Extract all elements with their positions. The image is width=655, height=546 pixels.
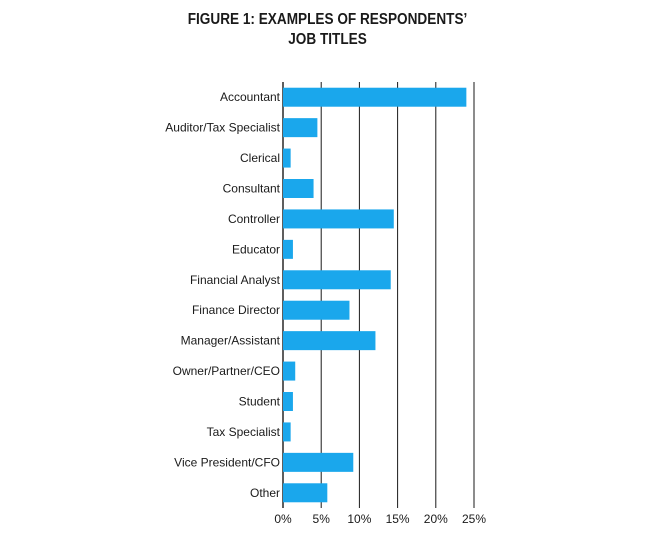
bar-4: [283, 209, 394, 228]
category-label-8: Manager/Assistant: [180, 333, 280, 348]
bar-8: [283, 331, 375, 350]
bar-5: [283, 240, 293, 259]
bar-9: [283, 362, 295, 381]
category-label-2: Clerical: [239, 151, 280, 166]
bar-3: [283, 179, 314, 198]
x-tick-label-15: 15%: [385, 512, 410, 526]
x-tick-labels: [274, 512, 486, 526]
category-label-1: Auditor/Tax Specialist: [165, 120, 280, 135]
category-label-4: Controller: [227, 211, 280, 226]
category-label-13: Other: [249, 485, 280, 500]
category-label-9: Owner/Partner/CEO: [172, 364, 280, 379]
category-label-11: Tax Specialist: [206, 424, 280, 439]
category-label-10: Student: [238, 394, 280, 409]
bar-10: [283, 392, 293, 411]
bar-6: [283, 270, 391, 289]
category-label-0: Accountant: [219, 90, 280, 105]
bar-12: [283, 453, 353, 472]
bar-7: [283, 301, 349, 320]
bar-13: [283, 483, 327, 502]
category-label-3: Consultant: [222, 181, 280, 196]
x-tick-label-20: 20%: [423, 512, 448, 526]
bar-0: [283, 88, 466, 107]
bar-1: [283, 118, 317, 137]
chart-title-line-2: JOB TITLES: [288, 31, 367, 48]
category-label-6: Financial Analyst: [189, 272, 280, 287]
x-tick-label-5: 5%: [312, 512, 330, 526]
bars: [283, 88, 466, 503]
bar-2: [283, 149, 291, 168]
category-label-7: Finance Director: [191, 303, 280, 318]
category-label-5: Educator: [231, 242, 280, 257]
x-tick-label-10: 10%: [347, 512, 372, 526]
bar-11: [283, 422, 291, 441]
x-tick-label-25: 25%: [461, 512, 487, 526]
category-labels: [165, 90, 280, 500]
x-tick-label-0: 0%: [274, 512, 292, 526]
category-label-12: Vice President/CFO: [174, 455, 280, 470]
grid-lines: [283, 82, 474, 508]
chart-title-line-1: FIGURE 1: EXAMPLES OF RESPONDENTS’: [187, 11, 468, 28]
